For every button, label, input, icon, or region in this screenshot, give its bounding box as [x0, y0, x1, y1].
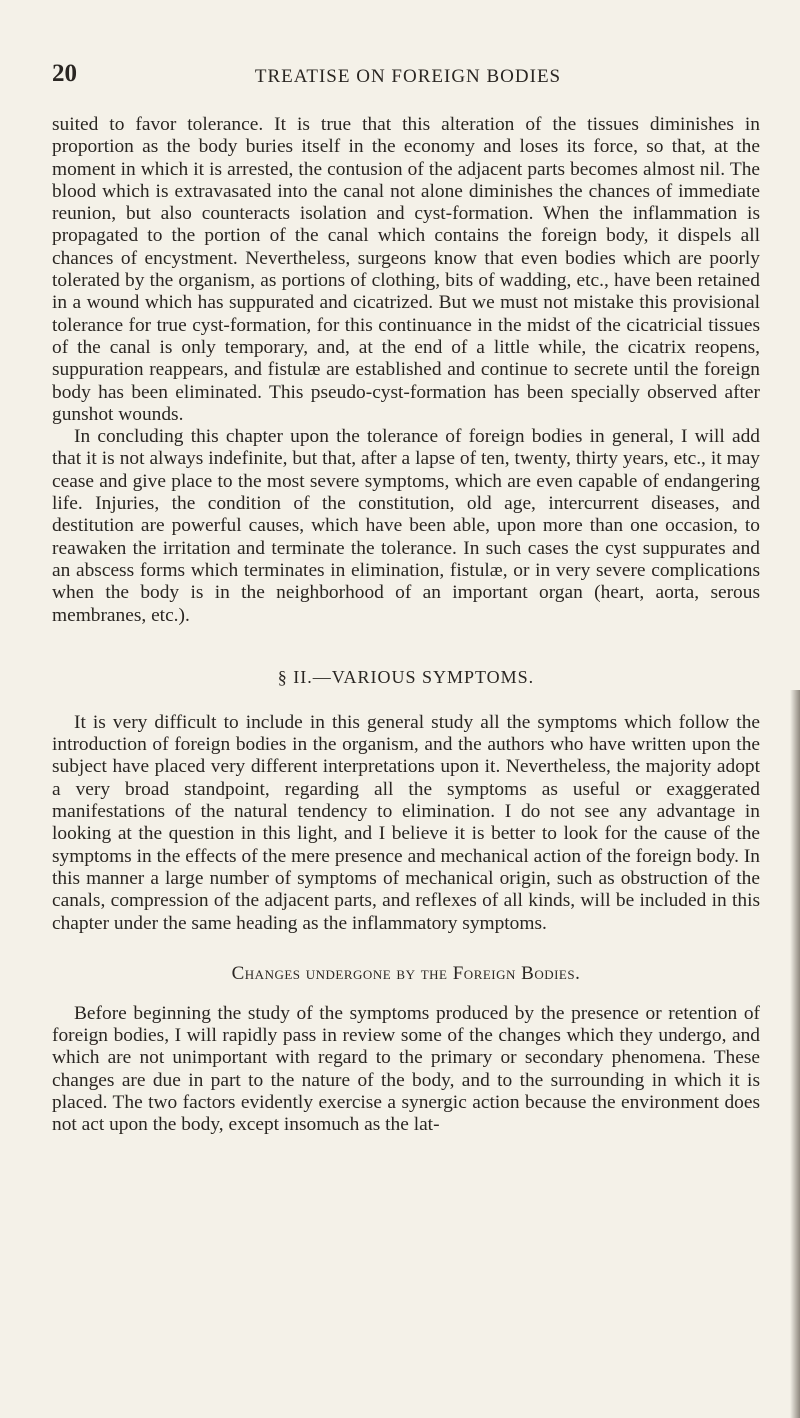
- page-number: 20: [52, 60, 77, 87]
- running-head: [52, 60, 764, 90]
- paragraph-4: Before beginning the study of the symptoms produced by the presence or retention of foreign bodies, I will rapidly pass in review some of the changes which they undergo, and which are not unimportant with regard to the primary or secondary phenomena. These changes are due in part to the nature of the body, and to the surrounding in which it is placed. The two factors evidently exercise a synergic action because the environment does not act upon the body, except insomuch as the lat-: [52, 1002, 760, 1136]
- paragraph-2: In concluding this chapter upon the tolerance of foreign bodies in general, I will add that it is not always indefinite, but that, after a lapse of ten, twenty, thirty years, etc., it may cease and give place to the most severe symptoms, which are even capable of endangering life. Injuries, the condition of the constitution, old age, intercurrent diseases, and destitution are powerful causes, which have been able, upon more than one occasion, to reawaken the irritation and terminate the tolerance. In such cases the cyst suppurates and an abscess forms which terminates in elimination, fistulæ, or in very severe complications when the body is in the neighborhood of an important organ (heart, aorta, serous membranes, etc.).: [52, 426, 760, 626]
- paragraph-3: It is very difficult to include in this general study all the symptoms which follow the introduction of foreign bodies in the organism, and the authors who have written upon the subject have placed very different interpretations upon it. Nevertheless, the majority adopt a very broad standpoint, regarding all the symptoms as useful or exaggerated manifestations of the natural tendency to elimination. I do not see any advantage in looking at the question in this light, and I believe it is better to look for the cause of the symptoms in the effects of the mere presence and mechanical action of the foreign body. In this manner a large number of symptoms of mechanical origin, such as obstruction of the canals, compression of the adjacent parts, and reflexes of all kinds, will be included in this chapter under the same heading as the inflammatory symptoms.: [52, 711, 760, 934]
- header-title: TREATISE ON FOREIGN BODIES: [254, 66, 562, 87]
- page-edge-shadow: [790, 690, 800, 1418]
- page-body: [52, 114, 760, 1137]
- section-heading: § II.—VARIOUS SYMPTOMS.: [277, 666, 535, 687]
- subsection-heading: Changes undergone by the Foreign Bodies.: [231, 962, 581, 984]
- paragraph-1: suited to favor tolerance. It is true that this alteration of the tissues diminishes in proportion as the body buries itself in the economy and loses its force, so that, at the moment in which it is arrested, the contusion of the adjacent parts becomes almost nil. The blood which is extravasated into the canal not alone diminishes the chances of immediate reunion, but also counteracts isolation and cyst-formation. When the inflammation is propagated to the portion of the canal which contains the foreign body, it dispels all chances of encystment. Nevertheless, surgeons know that even bodies which are poorly tolerated by the organism, as portions of clothing, bits of wadding, etc., have been retained in a wound which has suppurated and cicatrized. But we must not mistake this provisional tolerance for true cyst-formation, for this continuance in the midst of the cicatricial tissues of the canal is only temporary, and, at the end of a little while, the cicatrix reopens, suppuration reappears, and fistulæ are established and continue to secrete until the foreign body has been eliminated. This pseudo-cyst-formation has been specially observed after gunshot wounds.: [52, 114, 760, 425]
